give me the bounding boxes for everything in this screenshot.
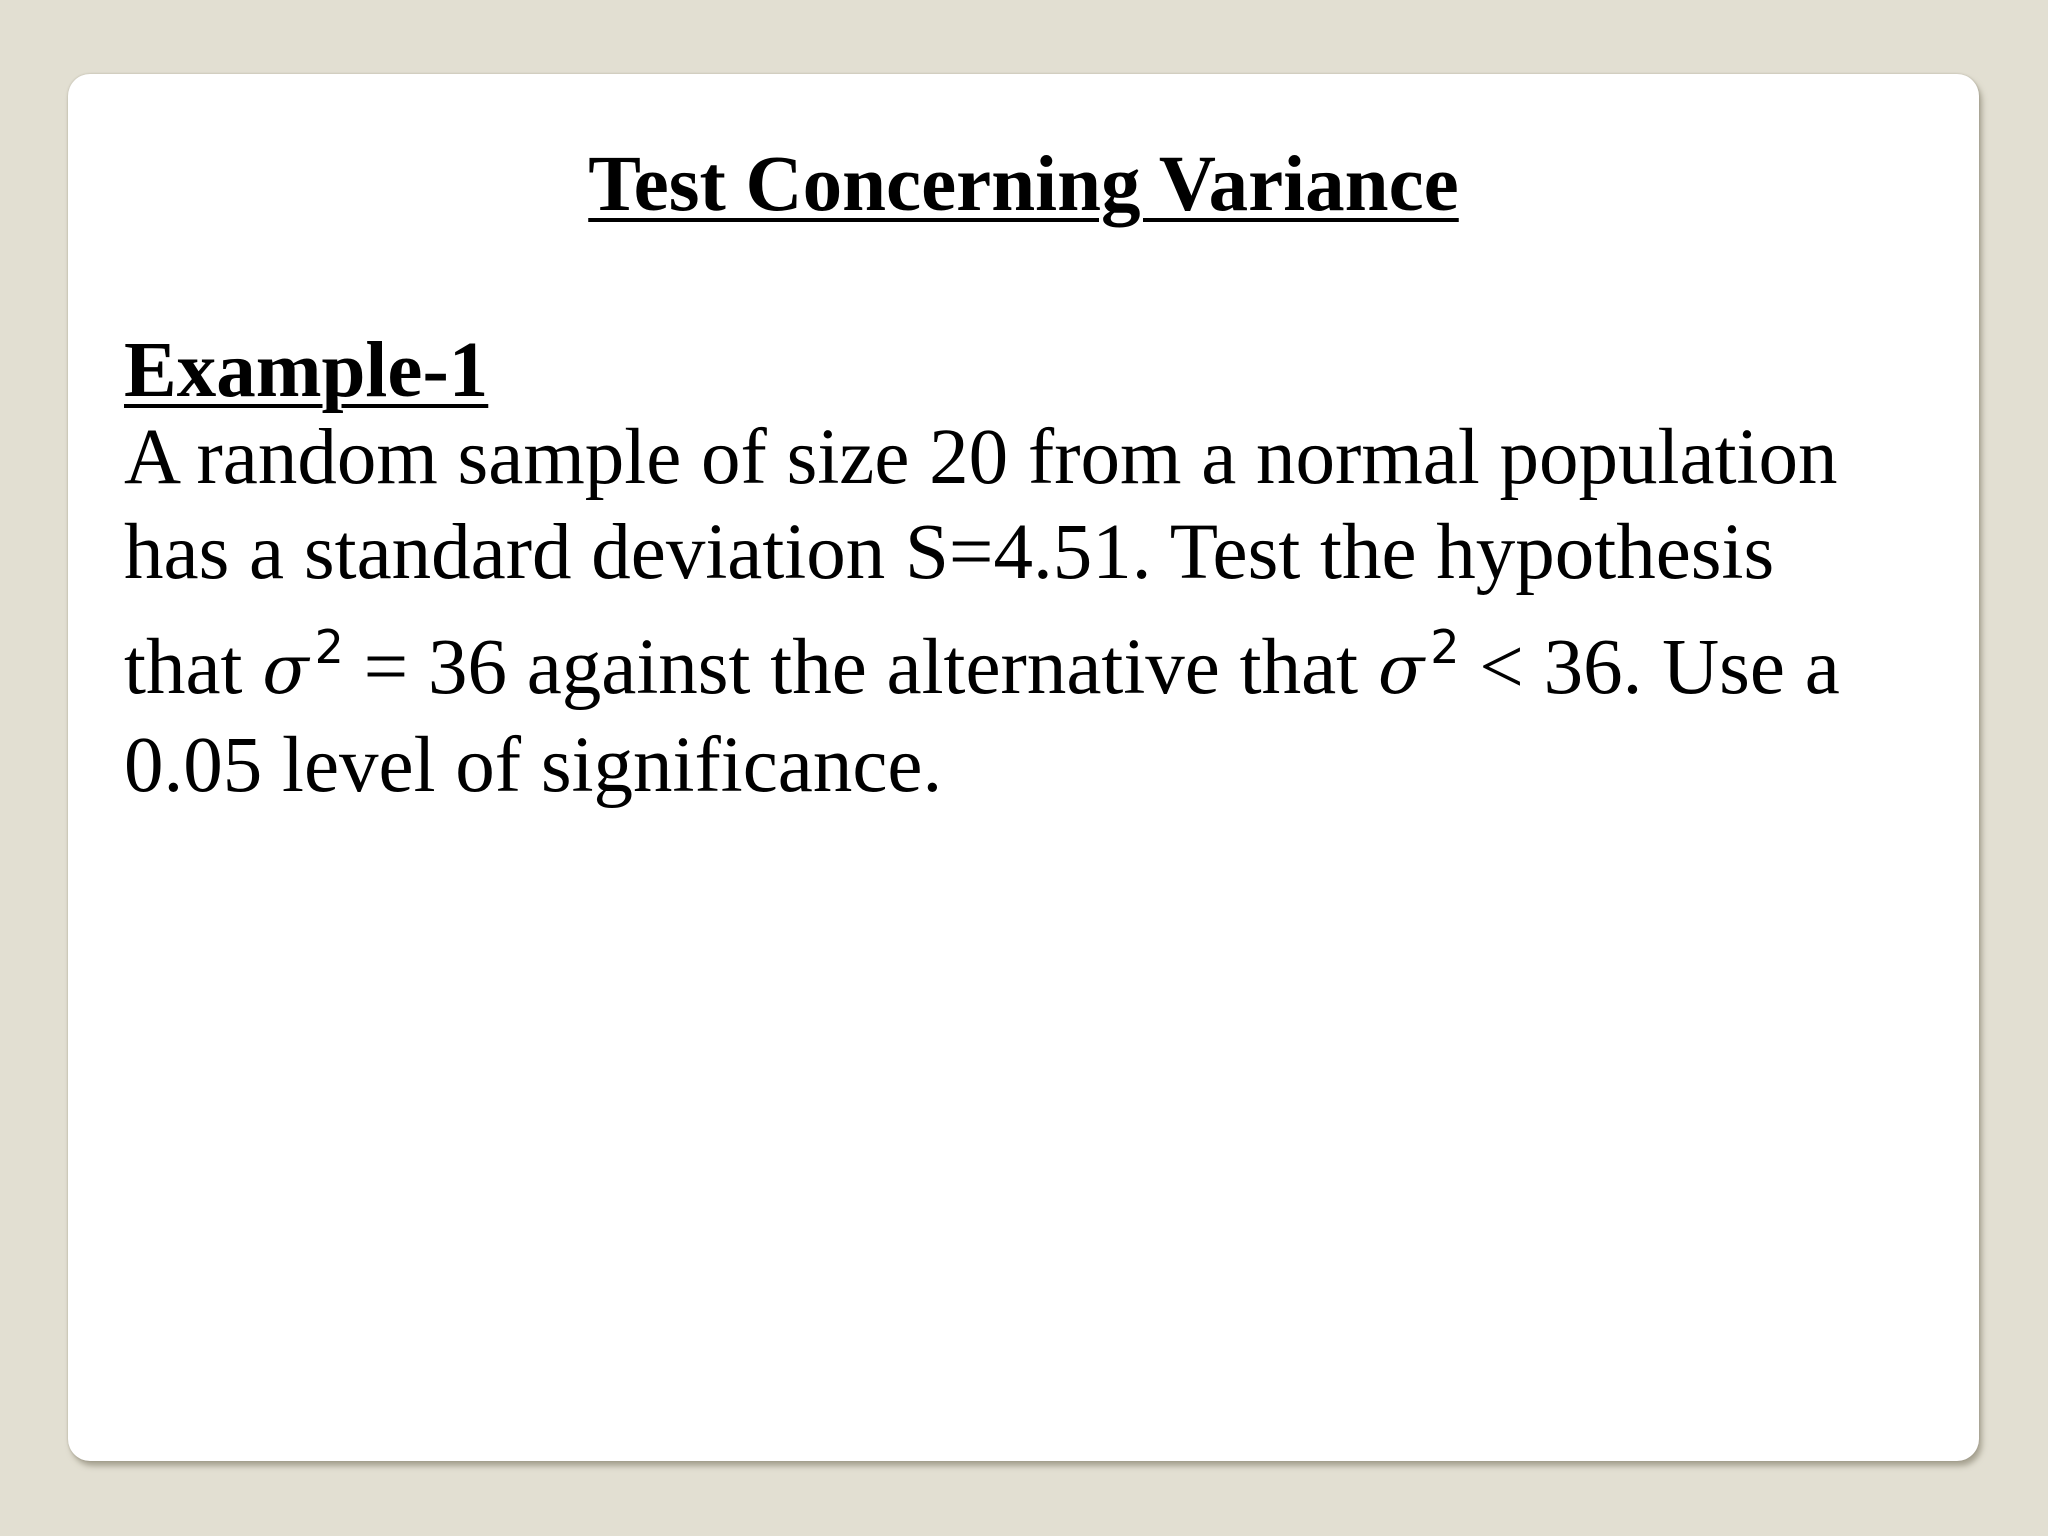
superscript-2: 2 [1430,620,1460,674]
problem-line-3 [124,600,1924,718]
example-heading: Example-1 [124,327,489,414]
slide-title [68,138,1979,233]
problem-line-3-middle: = 36 against the alternative that [343,624,1378,711]
problem-line-4: 0.05 level of significance. [124,722,943,809]
slide-title-text: Test Concerning Variance [588,141,1459,228]
sigma-symbol: σ [262,631,309,710]
problem-line-2: has a standard deviation S=4.51. Test the hypothesis [124,509,1775,596]
problem-line-3-end: < 36. Use a [1459,624,1840,711]
slide [68,74,1979,1461]
problem-statement [124,410,1924,813]
sigma-symbol: σ [1377,631,1425,710]
problem-line-3-start: that [124,624,263,711]
superscript-2: 2 [314,620,344,674]
problem-line-1: A random sample of size 20 from a normal population [124,414,1838,501]
